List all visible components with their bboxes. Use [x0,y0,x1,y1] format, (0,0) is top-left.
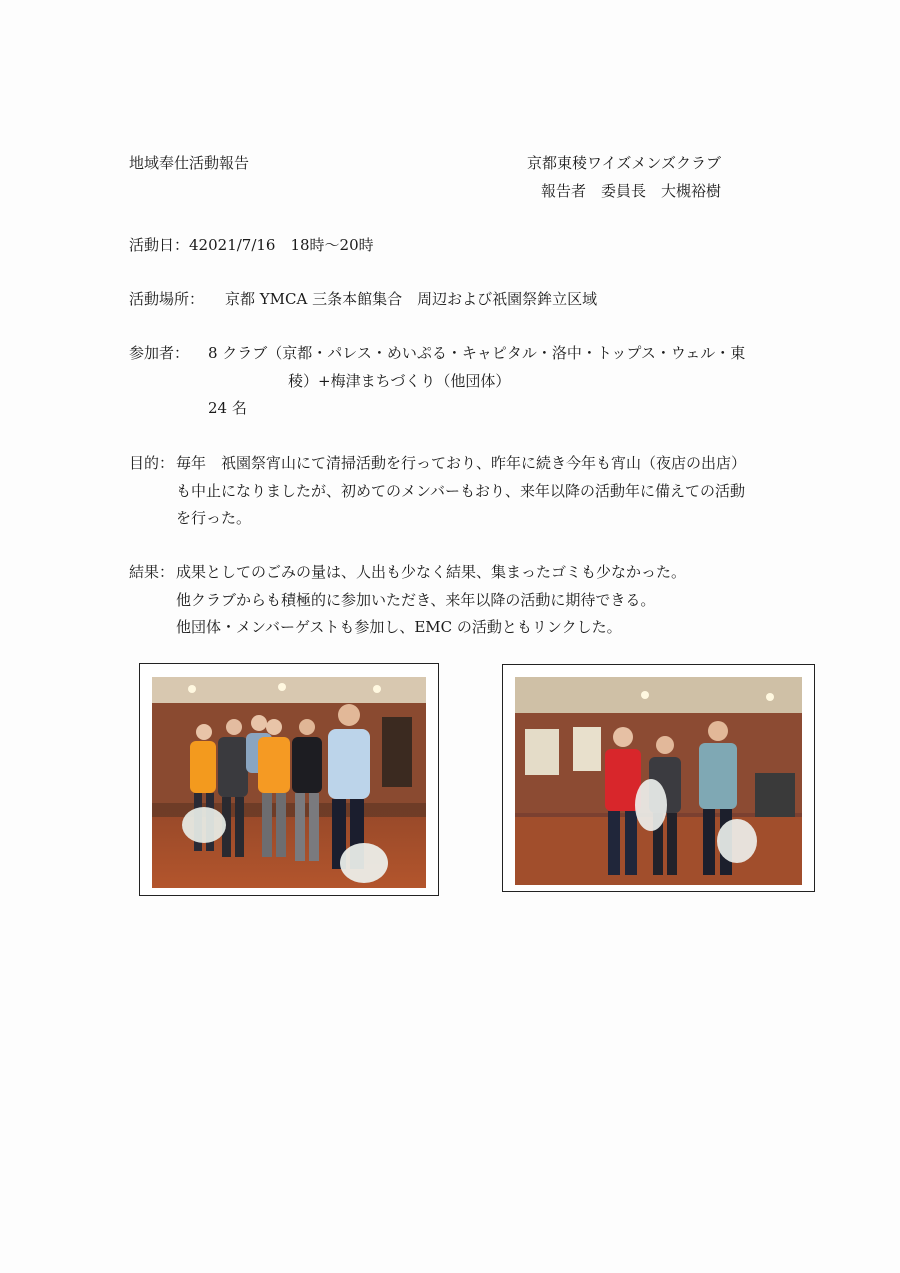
result-line3: 他団体・メンバーゲストも参加し、EMC の活動ともリンクした。 [176,618,622,636]
participants-count: 24 名 [208,399,247,417]
group-photo [152,677,426,888]
activity-date [129,235,374,255]
reporter-line: 報告者 委員長 大槻裕樹 [541,182,722,200]
result-line2: 他クラブからも積極的に参加いただき、来年以降の活動に期待できる。 [176,591,656,609]
activity-place-label: 活動場所： [129,290,205,308]
club-name: 京都東稜ワイズメンズクラブ [527,154,721,172]
participants-label: 参加者： [129,344,190,362]
activity-date-label: 活動日： [129,236,190,254]
purpose-line2: も中止になりましたが、初めてのメンバーもおり、来年以降の活動年に備えての活動 [176,482,745,500]
purpose-line1: 毎年 祇園祭宵山にて清掃活動を行っており、昨年に続き今年も宵山（夜店の出店） [176,454,747,472]
activity-date-value: 42021/7/16 18時～20時 [189,236,374,254]
result-label: 結果： [129,563,175,581]
result-line1: 成果としてのごみの量は、人出も少なく結果、集まったゴミも少なかった。 [176,563,687,581]
report-title: 地域奉仕活動報告 [129,154,250,172]
participants-line2: 稜）+梅津まちづくり（他団体） [288,372,511,390]
participants-line1: 8 クラブ（京都・パレス・めいぷる・キャピタル・洛中・トップス・ウェル・東 [208,344,746,362]
purpose-label: 目的： [129,454,175,472]
activity-place-value: 京都 YMCA 三条本館集合 周辺および祇園祭鉾立区域 [225,290,598,308]
purpose-line3: を行った。 [176,509,252,527]
volunteers-photo [515,677,802,885]
